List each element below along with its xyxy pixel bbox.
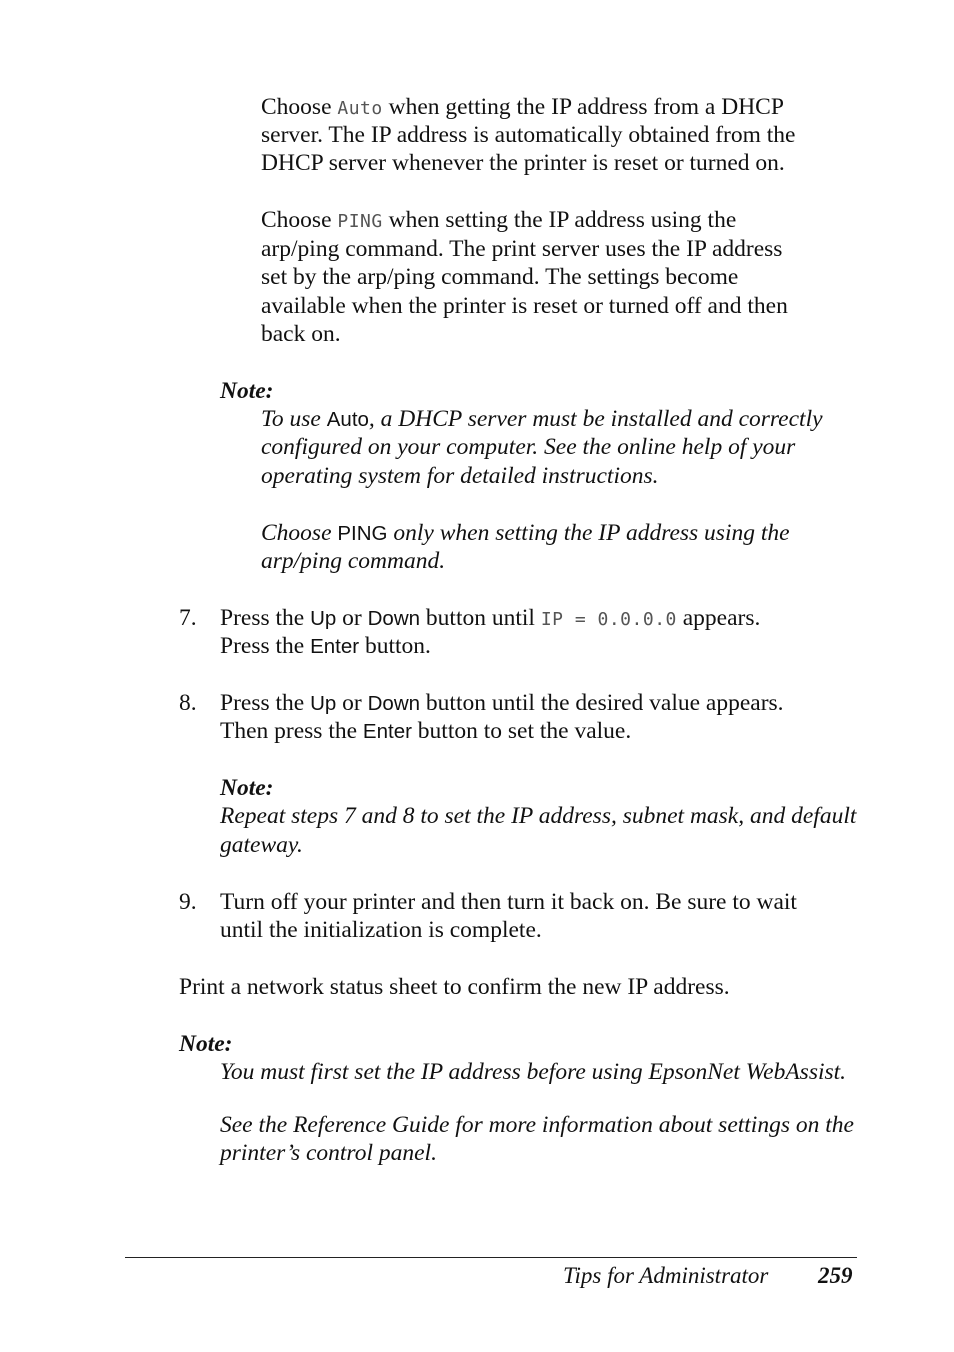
text: Then press the [220,718,363,744]
paragraph-line: server. The IP address is automatically obtained from the [261,122,796,148]
text: Choose [261,520,338,546]
note-line: arp/ping command. [261,548,446,574]
paragraph-line: back on. [261,321,341,347]
step-line [220,689,784,719]
text: only when setting the IP address using the [387,520,790,546]
footer-rule [125,1257,857,1258]
text: or [336,605,368,631]
footer-section-title: Tips for Administrator [563,1263,769,1288]
note-heading: Note: [220,775,274,801]
step-line: Turn off your printer and then turn it back on. Be sure to wait [220,889,797,915]
enter-button-label: Enter [310,635,360,658]
text: Choose [261,94,338,120]
text: or [336,690,368,716]
text: , a DHCP server must be installed and correctly [368,406,823,432]
note-line: configured on your computer. See the online help of your [261,434,796,460]
step-line [220,717,631,747]
step-line [220,604,760,635]
note-heading: Note: [179,1031,233,1057]
note-line [261,405,823,435]
ui-label: Auto [326,408,369,431]
paragraph-line: available when the printer is reset or turned off and then [261,293,788,319]
text: button until the desired value appears. [420,690,784,716]
down-button-label: Down [367,692,421,715]
note-line: operating system for detailed instructions. [261,463,659,489]
text: when setting the IP address using the [382,207,737,233]
note-line: See the Reference Guide for more information about settings on the [220,1112,854,1138]
note-heading: Note: [220,378,274,404]
paragraph-line: set by the arp/ping command. The settings become [261,264,739,290]
paragraph-line: DHCP server whenever the printer is reset or turned on. [261,150,785,176]
step-number: 9. [179,889,197,915]
paragraph-line [261,93,784,124]
text: Choose [261,207,338,233]
text: button. [359,633,431,659]
note-line [261,519,790,549]
lcd-code: IP = 0.0.0.0 [540,609,677,630]
step-line: until the initialization is complete. [220,917,542,943]
text: button until [420,605,541,631]
body-paragraph: Print a network status sheet to confirm the new IP address. [179,974,730,1000]
text: To use [261,406,327,432]
text: when getting the IP address from a DHCP [382,94,784,120]
note-line: gateway. [220,832,303,858]
up-button-label: Up [310,692,337,715]
text: button to set the value. [411,718,632,744]
text: appears. [676,605,761,631]
note-line: printer’s control panel. [220,1140,437,1166]
text: Press the [220,690,311,716]
step-number: 8. [179,690,197,716]
text: Press the [220,633,311,659]
enter-button-label: Enter [362,720,412,743]
page-number: 259 [818,1263,853,1288]
step-line [220,632,431,662]
paragraph-line: arp/ping command. The print server uses the IP address [261,236,783,262]
text: Press the [220,605,311,631]
lcd-code: PING [337,211,383,232]
paragraph-line [261,206,736,237]
down-button-label: Down [367,607,421,630]
step-number: 7. [179,605,197,631]
note-line: Repeat steps 7 and 8 to set the IP address, subnet mask, and default [220,803,857,829]
ui-label: PING [337,522,388,545]
up-button-label: Up [310,607,337,630]
note-line: You must first set the IP address before using EpsonNet WebAssist. [220,1059,847,1085]
lcd-code: Auto [337,98,383,119]
